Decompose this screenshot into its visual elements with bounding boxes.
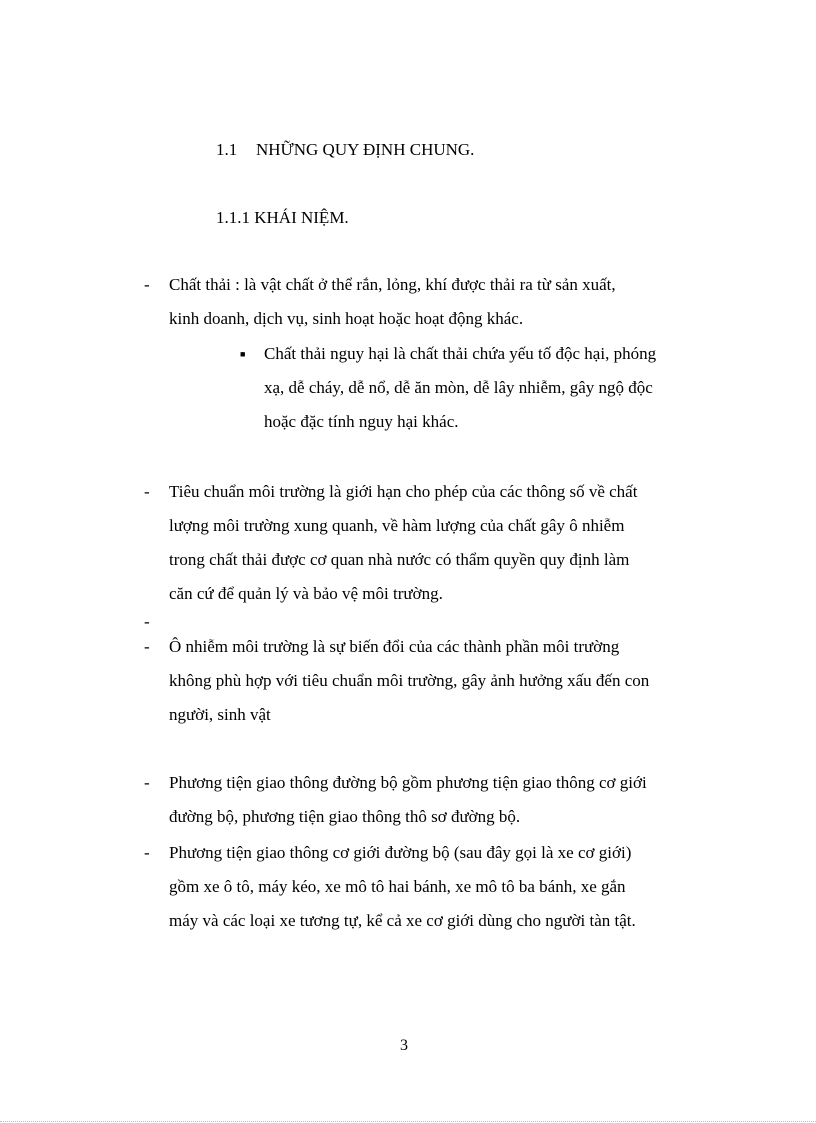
dash-marker: - (144, 773, 150, 792)
text-line: hoặc đặc tính nguy hại khác. (264, 412, 459, 431)
sub-definition-hazardous-waste (264, 337, 714, 439)
dash-marker: - (144, 482, 150, 501)
definition-item-environmental-standard (169, 475, 709, 611)
text-line: Phương tiện giao thông đường bộ gồm phương tiện giao thông cơ giới (169, 773, 647, 792)
section-heading (216, 140, 474, 160)
definition-item-motor-vehicle (169, 836, 709, 938)
definition-item-road-vehicle (169, 766, 709, 834)
dash-marker: - (144, 275, 150, 294)
square-bullet-icon: ■ (240, 349, 246, 359)
subsection-heading: 1.1.1 KHÁI NIỆM. (216, 208, 349, 227)
text-line: đường bộ, phương tiện giao thông thô sơ đường bộ. (169, 807, 521, 826)
empty-dash-marker: - (144, 612, 150, 631)
text-line: người, sinh vật (169, 705, 271, 724)
section-number: 1.1 (216, 140, 238, 159)
text-line: Chất thải : là vật chất ở thể rắn, lỏng, khí được thải ra từ sản xuất, (169, 275, 616, 294)
text-line: lượng môi trường xung quanh, về hàm lượng của chất gây ô nhiễm (169, 516, 625, 535)
dash-marker: - (144, 637, 150, 656)
dash-marker: - (144, 843, 150, 862)
page-number: 3 (400, 1037, 408, 1054)
text-line: gồm xe ô tô, máy kéo, xe mô tô hai bánh, xe mô tô ba bánh, xe gắn (169, 877, 626, 896)
section-title: NHỮNG QUY ĐỊNH CHUNG. (256, 140, 475, 159)
text-line: xạ, dễ cháy, dễ nổ, dễ ăn mòn, dễ lây nhiễm, gây ngộ độc (264, 378, 653, 397)
definition-item-waste (169, 268, 709, 336)
text-line: Ô nhiễm môi trường là sự biến đổi của các thành phần môi trường (169, 637, 620, 656)
text-line: Tiêu chuẩn môi trường là giới hạn cho phép của các thông số về chất (169, 482, 638, 501)
text-line: trong chất thải được cơ quan nhà nước có thẩm quyền quy định làm (169, 550, 630, 569)
definition-item-pollution (169, 630, 709, 732)
text-line: Phương tiện giao thông cơ giới đường bộ (sau đây gọi là xe cơ giới) (169, 843, 632, 862)
text-line: không phù hợp với tiêu chuẩn môi trường, gây ảnh hưởng xấu đến con (169, 671, 650, 690)
text-line: kinh doanh, dịch vụ, sinh hoạt hoặc hoạt động khác. (169, 309, 524, 328)
text-line: căn cứ để quản lý và bảo vệ môi trường. (169, 584, 443, 603)
page-bottom-divider (0, 1121, 816, 1122)
text-line: máy và các loại xe tương tự, kể cả xe cơ giới dùng cho người tàn tật. (169, 911, 636, 930)
text-line: Chất thải nguy hại là chất thải chứa yếu tố độc hại, phóng (264, 344, 657, 363)
